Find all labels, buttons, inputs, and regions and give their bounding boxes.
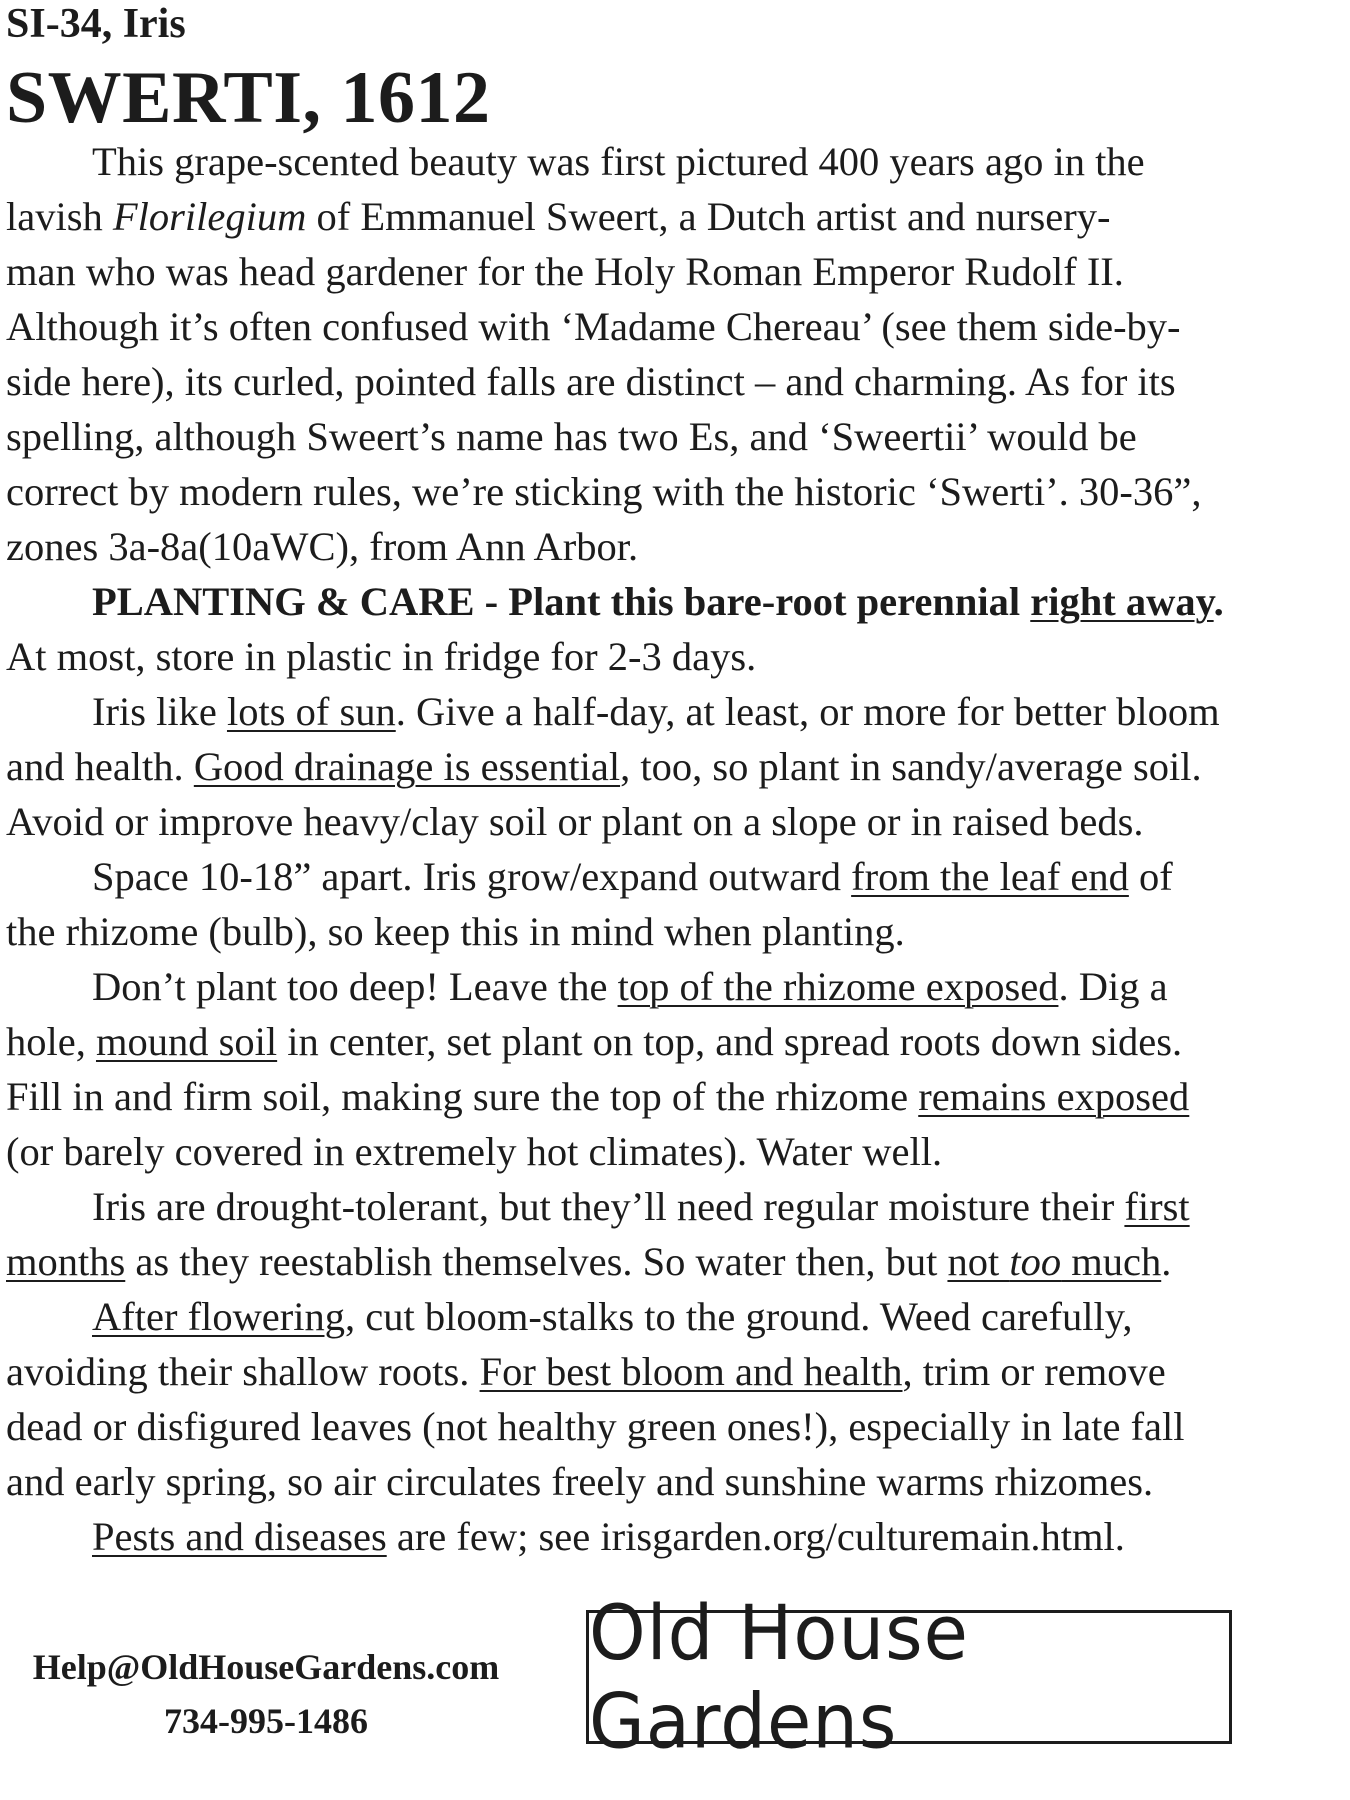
text-line — [6, 959, 1306, 1014]
sun-paragraph — [6, 684, 1306, 849]
after-flowering-paragraph — [6, 1289, 1306, 1509]
emphasis — [947, 1239, 1161, 1284]
text-line — [6, 1344, 1306, 1399]
text-line — [6, 189, 1306, 244]
section-heading: PLANTING & CARE - Plant this bare-root perennial — [92, 579, 1031, 624]
text-run: Iris like — [92, 689, 227, 734]
text-run: . — [1161, 1239, 1172, 1284]
text-line: spelling, although Sweert’s name has two Es, and ‘Sweertii’ would be — [6, 414, 1137, 459]
text-run: Don’t plant too deep! Leave the — [92, 964, 618, 1009]
emphasis: For best bloom and health — [479, 1349, 903, 1394]
text-run: Iris are drought-tolerant, but they’ll need regular moisture their — [92, 1184, 1125, 1229]
text-line: the rhizome (bulb), so keep this in mind when planting. — [6, 909, 905, 954]
text-run: in center, set plant on top, and spread roots down sides. — [277, 1019, 1183, 1064]
text-run: Space 10-18” apart. Iris grow/expand outward — [92, 854, 852, 899]
text-line — [6, 1179, 1306, 1234]
text-line: zones 3a-8a(10aWC), from Ann Arbor. — [6, 524, 639, 569]
text-run: lavish — [6, 194, 113, 239]
logo-text: Old House Gardens — [589, 1588, 969, 1766]
text-line — [6, 1289, 1306, 1344]
emphasis: first — [1124, 1184, 1190, 1229]
pests-paragraph — [6, 1509, 1306, 1564]
text-run: . Dig a — [1058, 964, 1168, 1009]
text-run: . Give a half-day, at least, or more for better bloom — [395, 689, 1220, 734]
emphasis: remains exposed — [918, 1074, 1190, 1119]
description-paragraph — [6, 134, 1306, 574]
space-paragraph — [6, 849, 1306, 959]
email-address: Help@OldHouseGardens.com — [32, 1647, 500, 1687]
emphasis: mound soil — [95, 1019, 278, 1064]
text-line: dead or disfigured leaves (not healthy green ones!), especially in late fall — [6, 1404, 1185, 1449]
product-title: SWERTI, 1612 — [6, 57, 491, 139]
emphasis: right away — [1030, 579, 1214, 624]
text-line — [6, 1234, 1306, 1289]
text-run: , too, so plant in sandy/average soil. — [620, 744, 1202, 789]
text-run: much — [1061, 1239, 1162, 1284]
text-line — [6, 574, 1306, 629]
text-line: Although it’s often confused with ‘Madame Chereau’ (see them side-by- — [6, 304, 1181, 349]
emphasis: Good drainage is essential — [193, 744, 621, 789]
text-line: Avoid or improve heavy/clay soil or plant on a slope or in raised beds. — [6, 799, 1144, 844]
text-line: (or barely covered in extremely hot climates). Water well. — [6, 1129, 943, 1174]
text-line: At most, store in plastic in fridge for 2-3 days. — [6, 634, 757, 679]
text-line: correct by modern rules, we’re sticking with the historic ‘Swerti’. 30-36”, — [6, 469, 1202, 514]
text-line — [6, 849, 1306, 904]
emphasis: from the leaf end — [851, 854, 1129, 899]
emphasis: Pests and diseases — [92, 1514, 387, 1559]
text-line — [6, 1069, 1306, 1124]
text-line — [6, 684, 1306, 739]
phone-number: 734-995-1486 — [164, 1701, 368, 1741]
product-code: SI-34, Iris — [6, 1, 186, 47]
water-paragraph — [6, 1179, 1306, 1289]
text-run: are few; see irisgarden.org/culturemain.html. — [386, 1514, 1125, 1559]
text-run: not — [947, 1239, 1010, 1284]
contact-info — [16, 1640, 516, 1748]
text-line — [6, 1509, 1306, 1564]
text-run: as they reestablish themselves. So water then, but — [125, 1239, 948, 1284]
emphasis: After flowering — [92, 1294, 346, 1339]
text-line — [6, 739, 1306, 794]
emphasis: months — [6, 1239, 126, 1284]
text-line: man who was head gardener for the Holy Roman Emperor Rudolf II. — [6, 249, 1124, 294]
text-run: Fill in and firm soil, making sure the top of the rhizome — [6, 1074, 919, 1119]
planting-paragraph — [6, 574, 1306, 684]
body-text — [6, 134, 1306, 1564]
book-title: Florilegium — [112, 194, 307, 239]
emphasis: lots of sun — [226, 689, 396, 734]
text-run: , trim or remove — [902, 1349, 1166, 1394]
text-line: side here), its curled, pointed falls are distinct – and charming. As for its — [6, 359, 1176, 404]
text-line: and early spring, so air circulates freely and sunshine warms rhizomes. — [6, 1459, 1154, 1504]
emphasis: top of the rhizome exposed — [617, 964, 1059, 1009]
text-run: of Emmanuel Sweert, a Dutch artist and nursery- — [306, 194, 1111, 239]
text-line: This grape-scented beauty was first pictured 400 years ago in the — [92, 139, 1145, 184]
text-run: and health. — [6, 744, 194, 789]
depth-paragraph — [6, 959, 1306, 1179]
text-run: of — [1128, 854, 1173, 899]
text-line — [6, 1014, 1306, 1069]
text-run: . — [1213, 579, 1224, 624]
text-run: hole, — [6, 1019, 96, 1064]
italic-emphasis: too — [1009, 1239, 1062, 1284]
text-run: , cut bloom-stalks to the ground. Weed carefully, — [345, 1294, 1133, 1339]
company-logo — [586, 1588, 1232, 1766]
text-run: avoiding their shallow roots. — [6, 1349, 480, 1394]
